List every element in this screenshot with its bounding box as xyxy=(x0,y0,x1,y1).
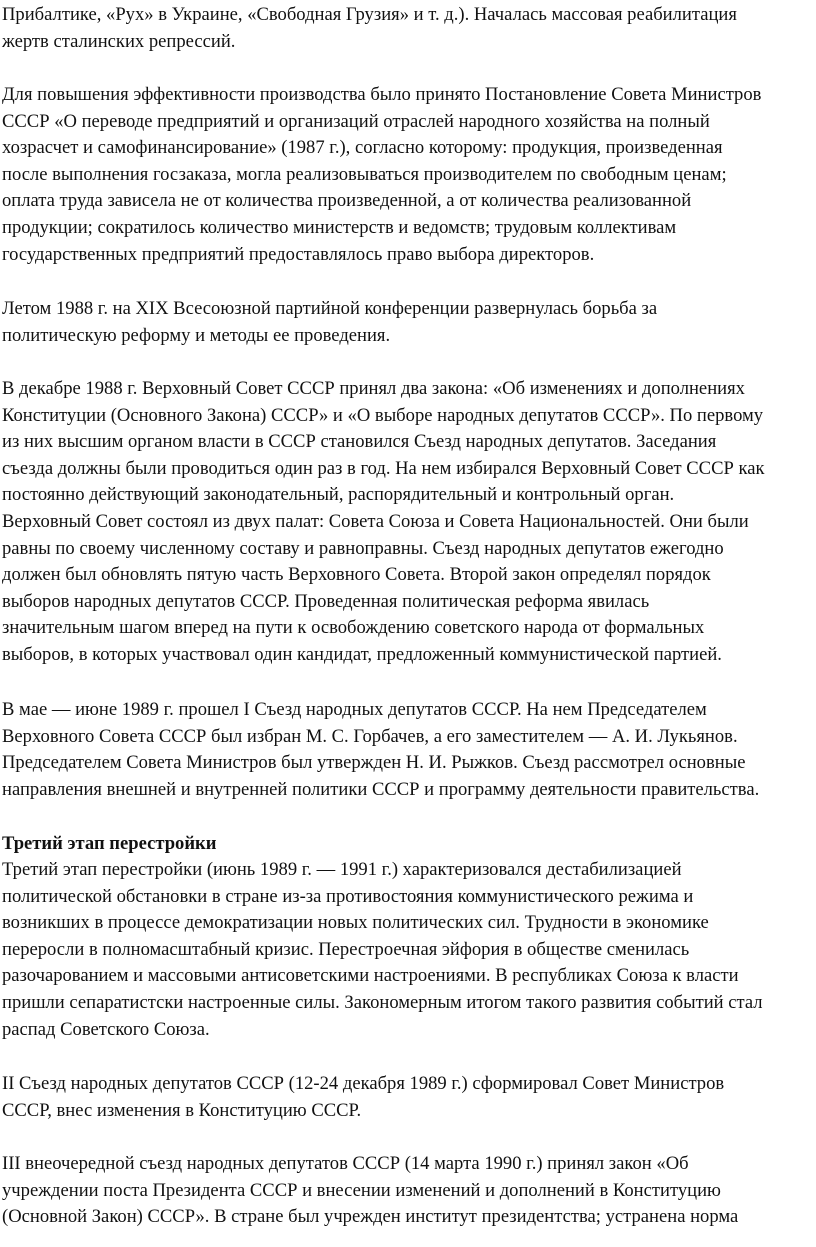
text-line: возникших в процессе демократизации новых политических сил. Трудности в экономике xyxy=(2,912,709,934)
text-line: съезда должны были проводиться один раз в год. На нем избирался Верховный Совет СССР как xyxy=(2,457,765,479)
text-line: пришли сепаратистски настроенные силы. Закономерным итогом такого развития событий стал xyxy=(2,991,763,1013)
text-line: жертв сталинских репрессий. xyxy=(2,30,236,52)
text-line: Председателем Совета Министров был утвержден Н. И. Рыжков. Съезд рассмотрел основные xyxy=(2,752,746,774)
text-line: II Съезд народных депутатов СССР (12-24 декабря 1989 г.) сформировал Совет Министров xyxy=(2,1073,725,1094)
text-line: из них высшим органом власти в СССР становился Съезд народных депутатов. Заседания xyxy=(2,431,717,453)
text-line: Конституции (Основного Закона) СССР» и «О выборе народных депутатов СССР». По первому xyxy=(2,404,764,426)
text-line: постоянно действующий законодательный, распорядительный и контрольный орган. xyxy=(2,484,675,506)
text-line: выборов народных депутатов СССР. Проведенная политическая реформа явилась xyxy=(2,590,650,612)
text-line: политической обстановки в стране из-за противостояния коммунистического режима и xyxy=(2,885,694,907)
text-line: Для повышения эффективности производства было принято Постановление Совета Министров xyxy=(2,84,762,105)
text-line: В мае — июне 1989 г. прошел I Съезд народных депутатов СССР. На нем Председателем xyxy=(2,699,707,720)
paragraph-4 xyxy=(2,376,765,669)
paragraph-6 xyxy=(2,857,763,1043)
text-line: разочарованием и массовыми антисоветскими настроениями. В республиках Союза к власти xyxy=(2,965,739,987)
text-line: Прибалтике, «Рух» в Украине, «Свободная Грузия» и т. д.). Началась массовая реабилитация xyxy=(2,4,737,25)
text-line: значительным шагом вперед на пути к освобождению советского народа от формальных xyxy=(2,617,705,639)
text-line: оплата труда зависела не от количества произведенной, а от количества реализованной xyxy=(2,190,692,212)
text-line: переросли в полномасштабный кризис. Перестроечная эйфория в обществе сменилась xyxy=(2,938,690,960)
paragraph-3 xyxy=(2,296,657,349)
paragraph-7 xyxy=(2,1071,724,1124)
text-line: СССР «О переводе предприятий и организаций отраслей народного хозяйства на полный xyxy=(2,110,710,132)
text-line: Третий этап перестройки (июнь 1989 г. — 1991 г.) характеризовался дестабилизацией xyxy=(2,859,682,880)
text-line: после выполнения госзаказа, могла реализовываться производителем по свободным ценам; xyxy=(2,163,727,185)
text-line: государственных предприятий предоставлялось право выбора директоров. xyxy=(2,243,595,265)
text-line: В декабре 1988 г. Верховный Совет СССР принял два закона: «Об изменениях и дополнениях xyxy=(2,378,745,399)
text-line: Верховный Совет состоял из двух палат: Совета Союза и Совета Национальностей. Они были xyxy=(2,510,749,532)
paragraph-5 xyxy=(2,697,759,803)
text-line: направления внешней и внутренней политики СССР и программу деятельности правительства. xyxy=(2,778,760,800)
text-line: выборов, в которых участвовал один кандидат, предложенный коммунистической партией. xyxy=(2,643,722,665)
text-line: учреждении поста Президента СССР и внесении изменений и дополнений в Конституцию xyxy=(2,1179,721,1201)
section-heading: Третий этап перестройки xyxy=(2,833,217,854)
text-line: (Основной Закон) СССР». В стране был учрежден институт президентства; устранена норма xyxy=(2,1206,739,1228)
text-line: Летом 1988 г. на XIX Всесоюзной партийной конференции развернулась борьба за xyxy=(2,298,658,319)
paragraph-2 xyxy=(2,82,761,268)
text-line: равны по своему численному составу и равноправны. Съезд народных депутатов ежегодно xyxy=(2,537,724,559)
text-line: распад Советского Союза. xyxy=(2,1018,210,1040)
paragraph-8 xyxy=(2,1151,738,1231)
paragraph-1 xyxy=(2,2,737,55)
text-line: продукции; сократилось количество министерств и ведомств; трудовым коллективам xyxy=(2,216,677,238)
text-line: хозрасчет и самофинансирование» (1987 г.), согласно которому: продукция, произведенная xyxy=(2,137,723,159)
text-line: III внеочередной съезд народных депутатов СССР (14 марта 1990 г.) принял закон «Об xyxy=(2,1153,689,1174)
text-line: СССР, внес изменения в Конституцию СССР. xyxy=(2,1099,362,1121)
text-line: Верховного Совета СССР был избран М. С. Горбачев, а его заместителем — А. И. Лукьянов. xyxy=(2,725,738,747)
text-line: должен был обновлять пятую часть Верховного Совета. Второй закон определял порядок xyxy=(2,564,711,586)
text-line: политическую реформу и методы ее проведения. xyxy=(2,324,391,346)
